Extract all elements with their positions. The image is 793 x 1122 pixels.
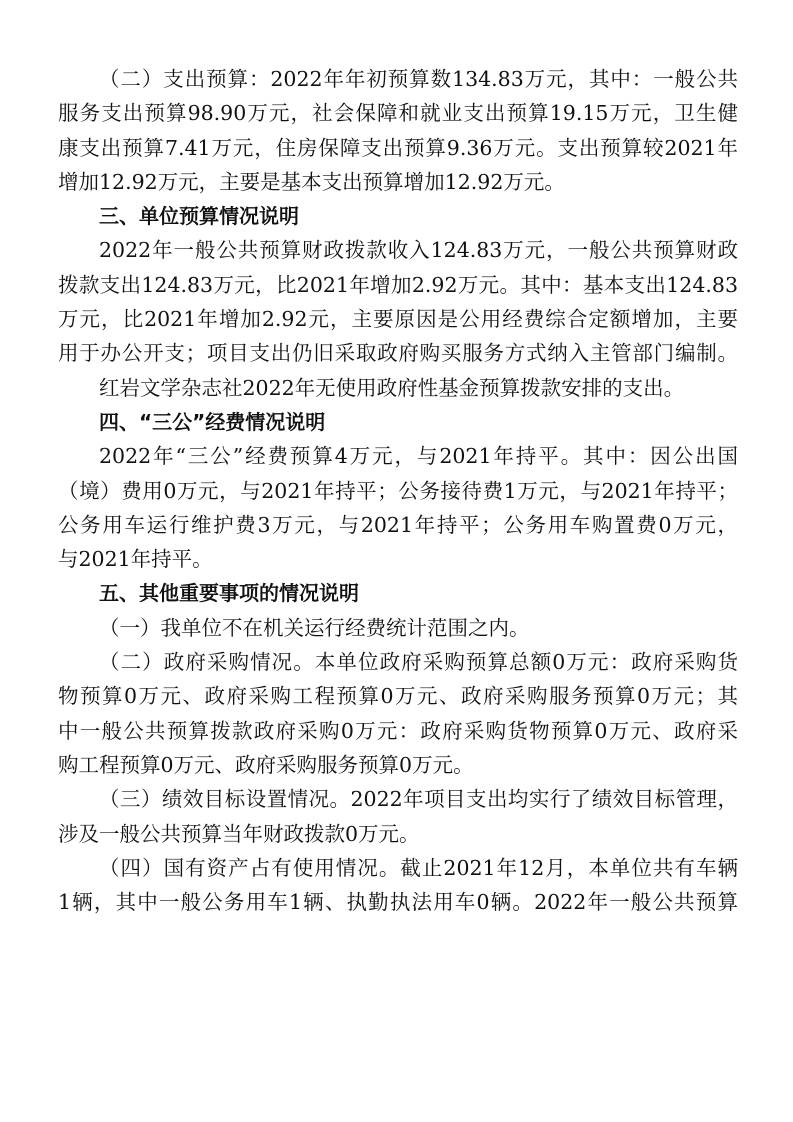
paragraph-line: 用于办公开支；项目支出仍旧采取政府购买服务方式纳入主管部门编制。	[58, 341, 738, 366]
paragraph-line: （二）政府采购情况。本单位政府采购预算总额0万元：政府采购货	[99, 650, 738, 675]
section-heading: 五、其他重要事项的情况说明	[99, 581, 359, 606]
paragraph-line: 红岩文学杂志社2022年无使用政府性基金预算拨款安排的支出。	[99, 375, 685, 400]
paragraph-line: （二）支出预算：2022年年初预算数134.83万元，其中：一般公共	[99, 67, 738, 91]
paragraph-line: （境）费用0万元，与2021年持平；公务接待费1万元，与2021年持平；	[58, 478, 738, 503]
paragraph-line: 2022年一般公共预算财政拨款收入124.83万元，一般公共预算财政	[99, 238, 738, 263]
paragraph-line: 服务支出预算98.90万元，社会保障和就业支出预算19.15万元，卫生健	[58, 101, 738, 126]
paragraph-line: （四）国有资产占有使用情况。截止2021年12月，本单位共有车辆	[99, 855, 738, 880]
paragraph-line: 物预算0万元、政府采购工程预算0万元、政府采购服务预算0万元；其	[58, 684, 738, 709]
paragraph-line: （三）绩效目标设置情况。2022年项目支出均实行了绩效目标管理，	[99, 787, 738, 812]
paragraph-line: 涉及一般公共预算当年财政拨款0万元。	[58, 821, 420, 846]
section-heading: 三、单位预算情况说明	[99, 204, 299, 229]
body-text	[58, 62, 738, 919]
paragraph-line: 购工程预算0万元、政府采购服务预算0万元。	[58, 752, 474, 777]
paragraph-line: 增加12.92万元，主要是基本支出预算增加12.92万元。	[58, 169, 565, 194]
paragraph-line: 与2021年持平。	[58, 547, 213, 572]
paragraph-line: 公务用车运行维护费3万元，与2021年持平；公务用车购置费0万元，	[58, 512, 738, 537]
paragraph-line: 中一般公共预算拨款政府采购0万元：政府采购货物预算0万元、政府采	[58, 718, 738, 743]
paragraph-line: 万元，比2021年增加2.92元，主要原因是公用经费综合定额增加，主要	[58, 307, 738, 332]
paragraph-line: 拨款支出124.83万元，比2021年增加2.92万元。其中：基本支出124.83	[58, 272, 738, 297]
paragraph-line: （一）我单位不在机关运行经费统计范围之内。	[99, 615, 530, 640]
section-heading: 四、“三公”经费情况说明	[99, 409, 326, 434]
paragraph-line: 1辆，其中一般公务用车1辆、执勤执法用车0辆。2022年一般公共预算	[58, 890, 738, 915]
paragraph-line: 康支出预算7.41万元，住房保障支出预算9.36万元。支出预算较2021年	[58, 135, 738, 160]
paragraph-line: 2022年“三公”经费预算4万元，与2021年持平。其中：因公出国	[99, 444, 738, 469]
